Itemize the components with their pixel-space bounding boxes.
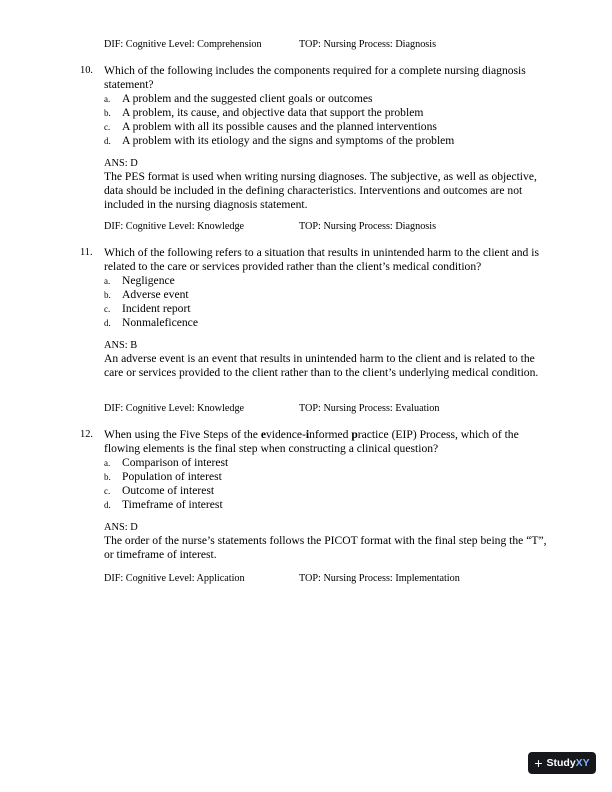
option-b — [104, 106, 550, 120]
topic-label: TOP: Nursing Process: Diagnosis — [299, 39, 437, 50]
option-a — [104, 92, 550, 106]
stem-text: When using the Five Steps of the — [104, 428, 261, 441]
question-12-meta — [104, 572, 460, 585]
option-text: Nonmaleficence — [122, 316, 198, 329]
option-text: A problem with its etiology and the signs and symptoms of the problem — [122, 134, 455, 147]
stem-text: ractice (EIP) Process, which of the flowing elements is the final step when constructing a clinical question? — [104, 428, 519, 455]
stem-bold-letter: i — [305, 428, 310, 441]
option-letter: a. — [104, 276, 111, 286]
option-d — [104, 498, 550, 512]
option-a — [104, 274, 550, 288]
option-c — [104, 120, 550, 134]
option-letter: a. — [104, 94, 111, 104]
option-text: A problem with all its possible causes and the planned interventions — [122, 120, 437, 133]
plus-icon: + — [534, 755, 543, 771]
question-stem — [104, 428, 550, 456]
option-d — [104, 316, 550, 330]
topic-label: TOP: Nursing Process: Diagnosis — [299, 221, 437, 232]
topic-label: TOP: Nursing Process: Evaluation — [299, 403, 440, 414]
option-text: A problem, its cause, and objective data that support the problem — [122, 106, 424, 119]
answer-key: ANS: D — [104, 522, 138, 533]
stem-bold-letter: e — [260, 428, 266, 441]
option-letter: c. — [104, 122, 111, 132]
option-text: Outcome of interest — [122, 484, 215, 497]
question-10 — [80, 64, 550, 212]
option-letter: c. — [104, 486, 111, 496]
rationale: The order of the nurse’s statements follows the PICOT format with the final step being the “T”, or timeframe of interest. — [104, 534, 547, 561]
option-a — [104, 456, 550, 470]
option-d — [104, 134, 550, 148]
option-text: Population of interest — [122, 470, 222, 483]
option-letter: b. — [104, 290, 111, 300]
option-letter: d. — [104, 500, 111, 510]
dif-label: DIF: Cognitive Level: Knowledge — [104, 403, 245, 414]
question-number: 12. — [80, 429, 93, 440]
question-stem: Which of the following refers to a situation that results in unintended harm to the client and is related to the care or services provided rather than the client’s medical condition? — [104, 246, 539, 273]
question-12 — [80, 428, 550, 562]
option-letter: a. — [104, 458, 111, 468]
stem-text: nformed — [309, 428, 352, 441]
option-letter: d. — [104, 136, 111, 146]
studyxy-badge[interactable] — [528, 752, 596, 774]
rationale: An adverse event is an event that results in unintended harm to the client and is related to the care or services provided to the client rather than to the client’s underlying medical condition. — [104, 352, 539, 379]
answer-key: ANS: B — [104, 340, 138, 351]
stem-bold-letter: p — [351, 428, 358, 441]
dif-label: DIF: Cognitive Level: Comprehension — [104, 39, 262, 50]
option-text: Negligence — [122, 274, 175, 287]
option-text: Adverse event — [122, 288, 189, 301]
rationale: The PES format is used when writing nursing diagnoses. The subjective, as well as objective, data should be included in the defining characteristics. Interventions and outcomes are not included in the nursing diagnosis statement. — [104, 170, 537, 211]
dif-label: DIF: Cognitive Level: Application — [104, 573, 245, 584]
option-text: A problem and the suggested client goals or outcomes — [122, 92, 373, 105]
option-c — [104, 302, 550, 316]
question-11-meta — [104, 402, 440, 415]
option-b — [104, 470, 550, 484]
option-text: Timeframe of interest — [122, 498, 223, 511]
question-11 — [80, 246, 550, 380]
option-text: Incident report — [122, 302, 191, 315]
option-letter: b. — [104, 108, 111, 118]
answer-key: ANS: D — [104, 158, 138, 169]
question-10-meta — [104, 220, 437, 233]
option-letter: b. — [104, 472, 111, 482]
option-letter: c. — [104, 304, 111, 314]
question-number: 10. — [80, 65, 93, 76]
brand-accent: XY — [575, 757, 590, 769]
dif-label: DIF: Cognitive Level: Knowledge — [104, 221, 245, 232]
option-b — [104, 288, 550, 302]
brand-main: Study — [546, 757, 576, 769]
question-number: 11. — [80, 247, 93, 258]
option-text: Comparison of interest — [122, 456, 229, 469]
topic-label: TOP: Nursing Process: Implementation — [299, 573, 460, 584]
question-stem: Which of the following includes the components required for a complete nursing diagnosis statement? — [104, 64, 526, 91]
option-c — [104, 484, 550, 498]
prev-question-meta — [104, 38, 437, 51]
stem-text: vidence- — [265, 428, 306, 441]
option-letter: d. — [104, 318, 111, 328]
